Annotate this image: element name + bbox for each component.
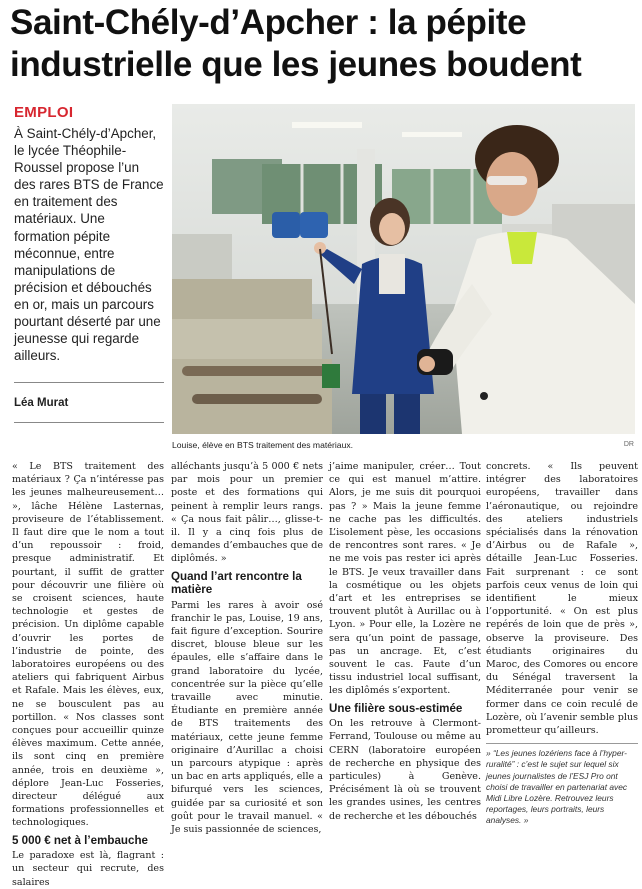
article-photo xyxy=(172,104,635,434)
byline: Léa Murat xyxy=(14,397,69,409)
column-4 xyxy=(486,460,638,827)
lab-photo-illustration xyxy=(172,104,635,434)
article-body xyxy=(0,460,642,888)
body-paragraph-2: Le paradoxe est là, flagrant : un secteur qui recrute, des salaires xyxy=(12,850,164,888)
lead-paragraph xyxy=(14,125,164,364)
column-2 xyxy=(171,460,323,836)
section-kicker: EMPLOI xyxy=(14,104,74,121)
subheading-art: Quand l’art rencontre la matière xyxy=(171,569,302,597)
body-paragraph-4-cont: concrets. « Ils peuvent intégrer des laboratoires européens, travailler dans l’aéronautique, ou rejoindre des ateliers industriels spécialisés dans la rénovation d’Airbus ou de Rafale », détaille Jean-Luc Fosseries. Fait surprenant : ce sont parfois ceux venus de loin qui identifient le mieux l’opportunité. « On est plus repérés de loin que de près », observe la proviseure. Des étudiants originaires du Maroc, des Comores ou encore du Sénégal traversent la Méditerranée pour venir se former dans ce coin reculé de Lozère, où l’avenir semble plus prometteur qu’ailleurs. xyxy=(486,461,638,737)
lead-text: À Saint-Chély-d’Apcher, le lycée Théophile-Roussel propose l’un des rares BTS de France en traitement des matériaux. Une formation pépite méconnue, entre manipulations de précision et débouchés en or, mais un parcours pourtant déserté par une jeunesse qui regarde ailleurs. xyxy=(14,126,164,364)
body-paragraph-4: On les retrouve à Clermont-Ferrand, Toulouse ou même au CERN (laboratoire européen de recherche en physique des particules) à Genève. Précisément là où se trouvent les grandes usines, les centres de recherche et les débouchés xyxy=(329,718,481,822)
subheading-salary: 5 000 € net à l’embauche xyxy=(12,833,148,847)
divider xyxy=(14,422,164,423)
headline-line-1: Saint-Chély-d’Apcher : la pépite xyxy=(10,3,527,42)
photo-credit: DR xyxy=(623,441,634,448)
subheading-underrated: Une filière sous-estimée xyxy=(329,701,463,715)
divider xyxy=(14,382,164,383)
headline xyxy=(10,2,635,86)
headline-line-2: industrielle que les jeunes boudent xyxy=(10,45,582,84)
column-1 xyxy=(12,460,164,888)
photo-caption: Louise, élève en BTS traitement des matériaux. xyxy=(172,440,354,450)
esj-partnership-box: » “Les jeunes lozériens face à l’hyper-ruralité” : c’est le sujet sur lequel six jeunes journalistes de l’ESJ Pro ont choisi de travailler en partenariat avec Midi Libre Lozère. Retrouvez leurs reportages, leurs portraits, leurs analyses. » xyxy=(486,743,638,826)
body-paragraph-3: Parmi les rares à avoir osé franchir le pas, Louise, 19 ans, fait figure d’exception. Sourire discret, blouse bleue sur les épaules, elle s’affaire dans le grand laboratoire du lycée, concentrée sur la pièce qu’elle travaille avec minutie. Étudiante en première année de BTS traitements des matériaux, cette jeune femme originaire d’Aurillac a choisi un parcours atypique : après un bac en arts appliqués, elle a bifurqué vers les sciences, guidée par sa curiosité et son goût pour le travail manuel. « Je suis passionnée de sciences, xyxy=(171,599,323,836)
body-paragraph-3-cont: j’aime manipuler, créer… Tout ce qui est manuel m’attire. Alors, je me suis dit pourquoi pas ? » Mais la jeune femme ne cache pas les difficultés. L’isolement pèse, les occasions de rencontres sont rares. « Je ne me vois pas rester ici après le BTS. Je veux travailler dans la cosmétique ou les objets d’art et les entreprises se trouvent plutôt à Aurillac ou à Lyon. » Pour elle, la Lozère ne sera qu’un point de passage, pas un ancrage. Et, c’est souvent le cas. Faute d’un tissu industriel local suffisant, les diplômés s’exportent. xyxy=(329,461,481,697)
column-3 xyxy=(329,460,481,823)
body-paragraph-2-cont: alléchants jusqu’à 5 000 € nets par mois pour un premier poste et des formations qui peinent à remplir leurs rangs. « Ça nous fait pâlir…, glisse-t-il. Il y a cinq fois plus de demandes d’embauches que de diplômés. » xyxy=(171,461,323,565)
body-paragraph-1: « Le BTS traitement des matériaux ? Ça n’intéresse pas les jeunes malheureusement… », lâche Hélène Lasternas, proviseure de l’établissement. Il faut dire que le nom a tout d’un repoussoir : froid, presque administratif. Et pourtant, il suffit de gratter pour découvrir une filière où se croisent sciences, haute technologie et gestes de précision. Un diplôme capable d’ouvrir les portes de l’industrie de pointe, des laboratoires européens ou des ateliers qui fabriquent Airbus et Rafale. Mais les élèves, eux, ne se bousculent pas au portillon. « Nos classes sont conçues pour accueillir quinze élèves maximum. Cette année, ils sont cinq en première année, trois en deuxième », déplore Jean-Luc Fosseries, directeur délégué aux formations professionnelles et technologiques. xyxy=(12,461,164,829)
